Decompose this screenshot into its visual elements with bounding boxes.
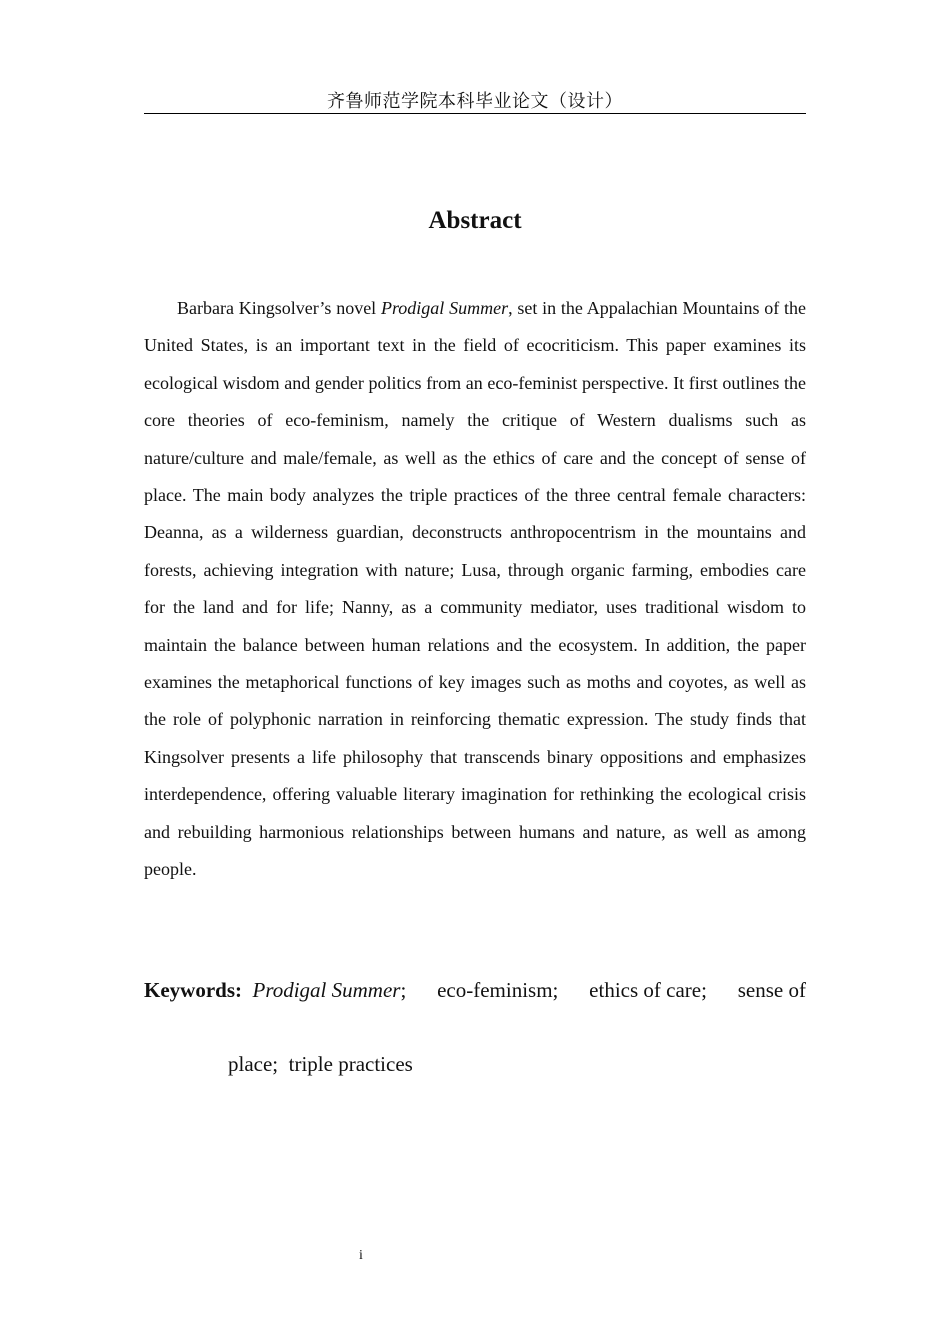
running-header: 齐鲁师范学院本科毕业论文（设计） (327, 91, 623, 112)
keyword-novel-title: Prodigal Summer (252, 978, 401, 1002)
keywords-label: Keywords: (144, 978, 242, 1002)
keyword-ethics-of-care: ethics of care; (589, 978, 707, 1002)
keyword-eco-feminism: eco-feminism; (437, 978, 559, 1002)
abstract-intro: Barbara Kingsolver’s novel (177, 298, 381, 318)
keywords-block (144, 972, 806, 1076)
keywords-line-2 (228, 1046, 413, 1083)
keyword-separator: ; (400, 978, 407, 1002)
novel-title: Prodigal Summer (380, 298, 509, 318)
header-rule (144, 113, 806, 114)
abstract-body-text: , set in the Appalachian Mountains of the United States, is an important text in the field of ecocriticism. This paper examines its ecological wisdom and gender politics from an eco-feminist perspective. It first outlines the core theories of eco-feminism, namely the critique of Western dualisms such as nature/culture and male/female, as well as the ethics of care and the concept of sense of place. The main body analyzes the triple practices of the three central female characters: Deanna, as a wilderness guardian, deconstructs anthropocentrism in the mountains and forests, achieving integration with nature; Lusa, through organic farming, embodies care for the land and for life; Nanny, as a community mediator, uses traditional wisdom to maintain the balance between human relations and the ecosystem. In addition, the paper examines the metaphorical functions of key images such as moths and coyotes, as well as the role of polyphonic narration in reinforcing thematic expression. The study finds that Kingsolver presents a life philosophy that transcends binary oppositions and emphasizes interdependence, offering valuable literary imagination for rethinking the ecological crisis and rebuilding harmonious relationships between humans and nature, as well as among people. (144, 298, 806, 880)
abstract-heading: Abstract (428, 207, 522, 234)
keywords-line-1 (144, 972, 806, 1009)
page-number: i (359, 1248, 363, 1263)
keyword-sense-of-place-part2: place; (228, 1052, 279, 1076)
keywords-group-1 (144, 972, 406, 1009)
keyword-sense-of-place-part1: sense of (737, 978, 806, 1002)
keyword-triple-practices: triple practices (288, 1052, 413, 1076)
abstract-paragraph (144, 290, 806, 889)
